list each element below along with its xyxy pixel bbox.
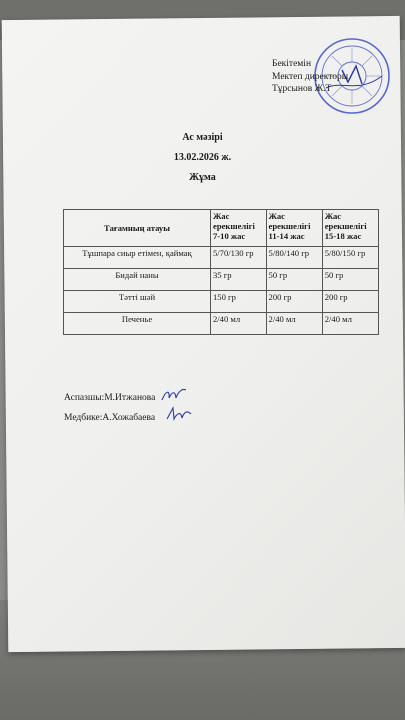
table-cell: Печенье [64,313,211,335]
table-cell: Бидай наны [64,269,211,291]
nurse-signature-scribble [165,405,193,423]
table-cell: 200 гр [266,291,322,313]
table-row [64,291,379,313]
table-row [64,269,379,291]
column-header: Тағамның атауы [64,210,211,247]
menu-title: Ас мәзірі [182,132,223,143]
table-row [64,313,379,335]
table-cell: 150 гр [211,291,267,313]
table-cell: 5/70/130 гр [211,247,267,269]
approval-line: Мектеп директоры [272,71,349,82]
table-cell: 2/40 мл [211,313,267,335]
table-cell: 2/40 мл [322,313,378,335]
table-cell: Тәтті шәй [64,291,211,313]
table-cell: 2/40 мл [266,313,322,335]
table-cell: 50 гр [266,269,322,291]
approval-line: Бекітемін [272,59,312,69]
table-cell: 50 гр [322,269,378,291]
cook-signature-scribble [160,386,188,404]
table-cell: 35 гр [211,269,267,291]
column-header: Жас ерекшелігі 15-18 жас [322,210,378,247]
table-cell: 5/80/140 гр [266,247,322,269]
column-header: Жас ерекшелігі 11-14 жас [266,210,322,247]
table-cell: 200 гр [322,291,378,313]
nurse-signature-line: Медбике:А.Хожабаева [64,413,156,423]
table-cell: Тұшпара сиыр етімен, қаймақ [64,247,211,269]
table-header-row [64,210,379,247]
menu-table [63,209,379,335]
approval-line: Тұрсынов Ж.Т [272,84,332,94]
approval-block [272,58,348,96]
cook-signature-line: Аспазшы:М.Итжанова [64,393,156,403]
menu-weekday: Жұма [189,172,216,183]
table-cell: 5/80/150 гр [322,247,378,269]
table-row [64,247,379,269]
column-header: Жас ерекшелігі 7-10 жас [211,210,267,247]
menu-date: 13.02.2026 ж. [173,152,232,163]
